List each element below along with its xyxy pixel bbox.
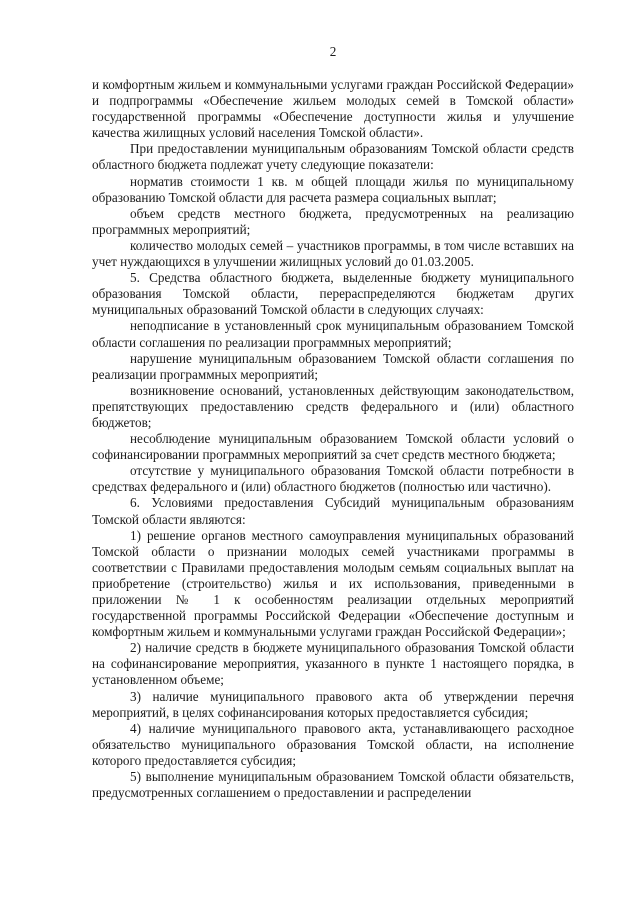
paragraph: 5. Средства областного бюджета, выделенные бюджету муниципального образования Томской области, перераспределяются бюджетам других муниципальных образований Томской области в следующих случаях:	[92, 270, 574, 318]
paragraph: возникновение оснований, установленных действующим законодательством, препятствующих предоставлению средств федерального и (или) областного бюджетов;	[92, 382, 574, 430]
paragraph: несоблюдение муниципальным образованием Томской области условий о софинансировании программных мероприятий за счет средств местного бюджета;	[92, 431, 574, 463]
paragraph: 1) решение органов местного самоуправления муниципальных образований Томской области о признании молодых семей участниками программы в соответствии с Правилами предоставления молодым семьям социальных выплат на приобретение (строительство) жилья и их использования, приведенными в приложении № 1 к особенностям реализации отдельных мероприятий государственной программы Российской Федерации «Обеспечение доступным и комфортным жильем и коммунальными услугами граждан Российской Федерации»;	[92, 527, 574, 640]
paragraph: и комфортным жильем и коммунальными услугами граждан Российской Федерации» и подпрограммы «Обеспечение жильем молодых семей в Томской области» государственной программы «Обеспечение доступности жилья и улучшение качества жилищных условий населения Томской области».	[92, 77, 574, 141]
paragraph: объем средств местного бюджета, предусмотренных на реализацию программных мероприятий;	[92, 205, 574, 237]
paragraph: 2) наличие средств в бюджете муниципального образования Томской области на софинансирование мероприятия, указанного в пункте 1 настоящего порядка, в установленном объеме;	[92, 640, 574, 688]
paragraph: отсутствие у муниципального образования Томской области потребности в средствах федерального и (или) областного бюджетов (полностью или частично).	[92, 463, 574, 495]
paragraph: 4) наличие муниципального правового акта, устанавливающего расходное обязательство муниципального образования Томской области, на исполнение которого предоставляется субсидия;	[92, 720, 574, 768]
paragraph: неподписание в установленный срок муниципальным образованием Томской области соглашения по реализации программных мероприятий;	[92, 318, 574, 350]
page-number: 2	[329, 44, 337, 59]
paragraph: 5) выполнение муниципальным образованием Томской области обязательств, предусмотренных соглашением о предоставлении и распределении	[92, 769, 574, 801]
document-body	[92, 77, 574, 801]
paragraph: норматив стоимости 1 кв. м общей площади жилья по муниципальному образованию Томской области для расчета размера социальных выплат;	[92, 173, 574, 205]
paragraph: 6. Условиями предоставления Субсидий муниципальным образованиям Томской области являются:	[92, 495, 574, 527]
paragraph: нарушение муниципальным образованием Томской области соглашения по реализации программных мероприятий;	[92, 350, 574, 382]
paragraph: 3) наличие муниципального правового акта об утверждении перечня мероприятий, в целях софинансирования которых предоставляется субсидия;	[92, 688, 574, 720]
paragraph: При предоставлении муниципальным образованиям Томской области средств областного бюджета подлежат учету следующие показатели:	[92, 141, 574, 173]
paragraph: количество молодых семей – участников программы, в том числе вставших на учет нуждающихся в улучшении жилищных условий до 01.03.2005.	[92, 237, 574, 270]
